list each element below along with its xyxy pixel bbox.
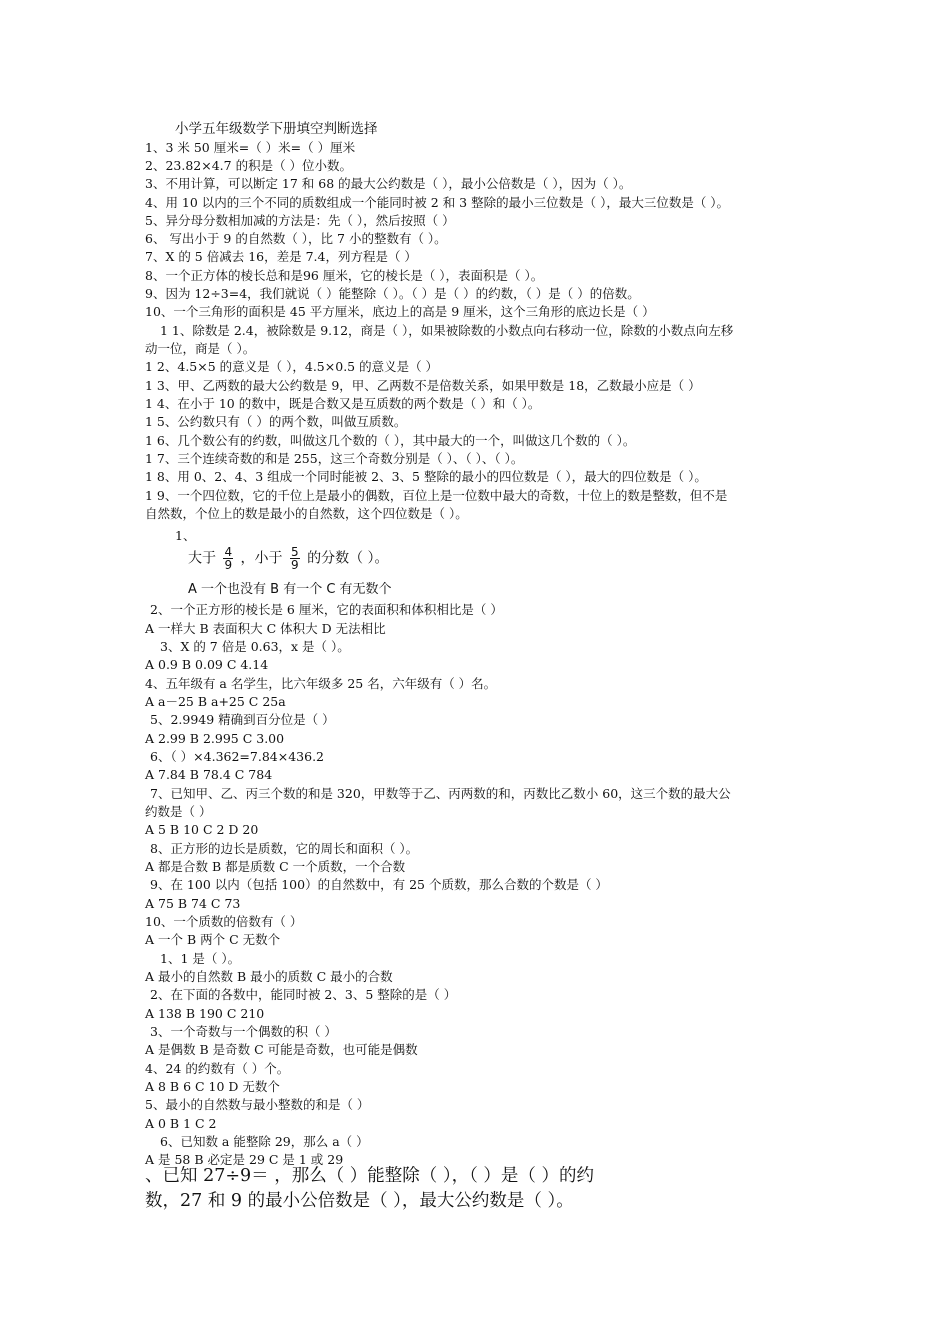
choice-item: 5、2.9949 精确到百分位是（ ） — [150, 712, 335, 727]
fraction-five-ninths — [290, 546, 300, 571]
choice-options: A a－25 B a+25 C 25a — [145, 694, 286, 709]
fill-item: 8、一个正方体的棱长总和是96 厘米，它的棱长是（ ），表面积是（ ）。 — [145, 268, 544, 283]
choice-item: 6、已知数 a 能整除 29，那么 a（ ） — [160, 1134, 369, 1149]
choice-options: A 0 B 1 C 2 — [145, 1116, 217, 1131]
fill-item: 1 9、一个四位数，它的千位上是最小的偶数，百位上是一位数中最大的奇数，十位上的数是整数，但不是 — [145, 488, 728, 503]
choice-item: 8、正方形的边长是质数，它的周长和面积（ ）。 — [150, 841, 419, 856]
fraction-numerator: 5 — [291, 545, 299, 559]
fill-item: 2、23.82×4.7 的积是（ ）位小数。 — [145, 158, 353, 173]
choice-item: 10、一个质数的倍数有（ ） — [145, 914, 303, 929]
choice-item: 6、（ ）×4.362=7.84×436.2 — [150, 749, 324, 764]
choice-item: 5、最小的自然数与最小整数的和是（ ） — [145, 1097, 370, 1112]
fill-item: 1 5、公约数只有（ ）的两个数，叫做互质数。 — [145, 414, 407, 429]
choice-q1-number: 1、 — [175, 528, 196, 543]
choice-item: 2、一个正方形的棱长是 6 厘米，它的表面积和体积相比是（ ） — [150, 602, 503, 617]
fill-item-continued: 动一位，商是（ ）。 — [145, 341, 256, 356]
fraction-numerator: 4 — [224, 545, 233, 559]
choice-item-continued: 约数是（ ） — [145, 804, 212, 819]
page-title: 小学五年级数学下册填空判断选择 — [175, 121, 378, 137]
fill-item: 1 3、甲、乙两数的最大公约数是 9，甲、乙两数不是倍数关系，如果甲数是 18，乙数最小应是（ ） — [145, 378, 701, 393]
fill-item: 1 1、除数是 2.4，被除数是 9.12，商是（ ），如果被除数的小数点向右移动一位，除数的小数点向左移 — [160, 323, 734, 338]
choice-options: A 一个 B 两个 C 无数个 — [145, 932, 281, 947]
fill-item: 6、 写出小于 9 的自然数（ ），比 7 小的整数有（ ）。 — [145, 231, 447, 246]
fill-item: 7、X 的 5 倍减去 16，差是 7.4，列方程是（ ） — [145, 249, 417, 264]
fill-item: 5、异分母分数相加减的方法是：先（ ），然后按照（ ） — [145, 213, 455, 228]
choice-q1-stem — [188, 546, 858, 572]
choice-options: A 都是合数 B 都是质数 C 一个质数，一个合数 — [145, 859, 406, 874]
fill-item: 9、因为 12÷3=4，我们就说（ ）能整除（ ）。（ ）是（ ）的约数，（ ）是（ ）的倍数。 — [145, 286, 640, 301]
choice-options: A 75 B 74 C 73 — [145, 896, 241, 911]
choice-options: A 最小的自然数 B 最小的质数 C 最小的合数 — [145, 969, 393, 984]
q1-text-mid: ，小于 — [240, 550, 283, 567]
q1-text-post: 的分数（ ）。 — [307, 550, 389, 567]
fill-item: 1 6、几个数公有的约数，叫做这几个数的（ ），其中最大的一个，叫做这几个数的（ ）。 — [145, 433, 636, 448]
fill-item: 4、用 10 以内的三个不同的质数组成一个能同时被 2 和 3 整除的最小三位数是（ ），最大三位数是（ ）。 — [145, 195, 730, 210]
fill-item-continued: 自然数，个位上的数是最小的自然数，这个四位数是（ ）。 — [145, 506, 468, 521]
choice-item: 9、在 100 以内（包括 100）的自然数中，有 25 个质数，那么合数的个数是（ ） — [150, 877, 608, 892]
choice-options: A 7.84 B 78.4 C 784 — [145, 767, 273, 782]
fill-item: 10、一个三角形的面积是 45 平方厘米，底边上的高是 9 厘米，这个三角形的底边长是（ ） — [145, 304, 655, 319]
fill-item: 1 2、4.5×5 的意义是（ ），4.5×0.5 的意义是（ ） — [145, 359, 439, 374]
choice-item: 3、一个奇数与一个偶数的积（ ） — [150, 1024, 337, 1039]
choice-options: A 一样大 B 表面积大 C 体积大 D 无法相比 — [145, 621, 386, 636]
final-question-continued: 数，27 和 9 的最小公倍数是（ ），最大公约数是（ ）。 — [145, 1191, 574, 1211]
choice-options: A 8 B 6 C 10 D 无数个 — [145, 1079, 280, 1094]
fill-item: 1 8、用 0、2、4、3 组成一个同时能被 2、3、5 整除的最小的四位数是（ ），最大的四位数是（ ）。 — [145, 469, 707, 484]
choice-item: 7、已知甲、乙、丙三个数的和是 320，甲数等于乙、丙两数的和，丙数比乙数小 60，这三个数的最大公 — [150, 786, 731, 801]
choice-item: 4、五年级有 a 名学生，比六年级多 25 名，六年级有（ ）名。 — [145, 676, 497, 691]
choice-item: 2、在下面的各数中，能同时被 2、3、5 整除的是（ ） — [150, 987, 457, 1002]
choice-options: A 138 B 190 C 210 — [145, 1006, 265, 1021]
choice-options: A 是偶数 B 是奇数 C 可能是奇数，也可能是偶数 — [145, 1042, 418, 1057]
choice-options: A 0.9 B 0.09 C 4.14 — [145, 657, 269, 672]
fill-item: 1 4、在小于 10 的数中，既是合数又是互质数的两个数是（ ）和（ ）。 — [145, 396, 541, 411]
choice-item: 3、X 的 7 倍是 0.63，x 是（ ）。 — [160, 639, 350, 654]
fill-item: 1、3 米 50 厘米=（ ）米=（ ）厘米 — [145, 140, 356, 155]
choice-options: A 2.99 B 2.995 C 3.00 — [145, 731, 285, 746]
final-question: 、已知 27÷9＝ ，那么（ ）能整除（ ），（ ）是（ ）的约 — [145, 1166, 594, 1186]
choice-item: 1、1 是（ ）。 — [160, 951, 241, 966]
q1-text-pre: 大于 — [188, 550, 216, 567]
fill-item: 3、不用计算，可以断定 17 和 68 的最大公约数是（ ），最小公倍数是（ ），因为（ ）。 — [145, 176, 632, 191]
fill-item: 1 7、三个连续奇数的和是 255，这三个奇数分别是（ ）、（ ）、（ ）。 — [145, 451, 524, 466]
choice-options: A 是 58 B 必定是 29 C 是 1 或 29 — [145, 1152, 344, 1167]
choice-options: A 5 B 10 C 2 D 20 — [145, 822, 259, 837]
choice-q1-options: A 一个也没有 B 有一个 C 有无数个 — [188, 582, 392, 597]
choice-item: 4、24 的约数有（ ）个。 — [145, 1061, 290, 1076]
fraction-denominator: 9 — [224, 558, 233, 572]
fraction-four-ninths — [223, 546, 233, 571]
fraction-denominator: 9 — [291, 558, 299, 572]
